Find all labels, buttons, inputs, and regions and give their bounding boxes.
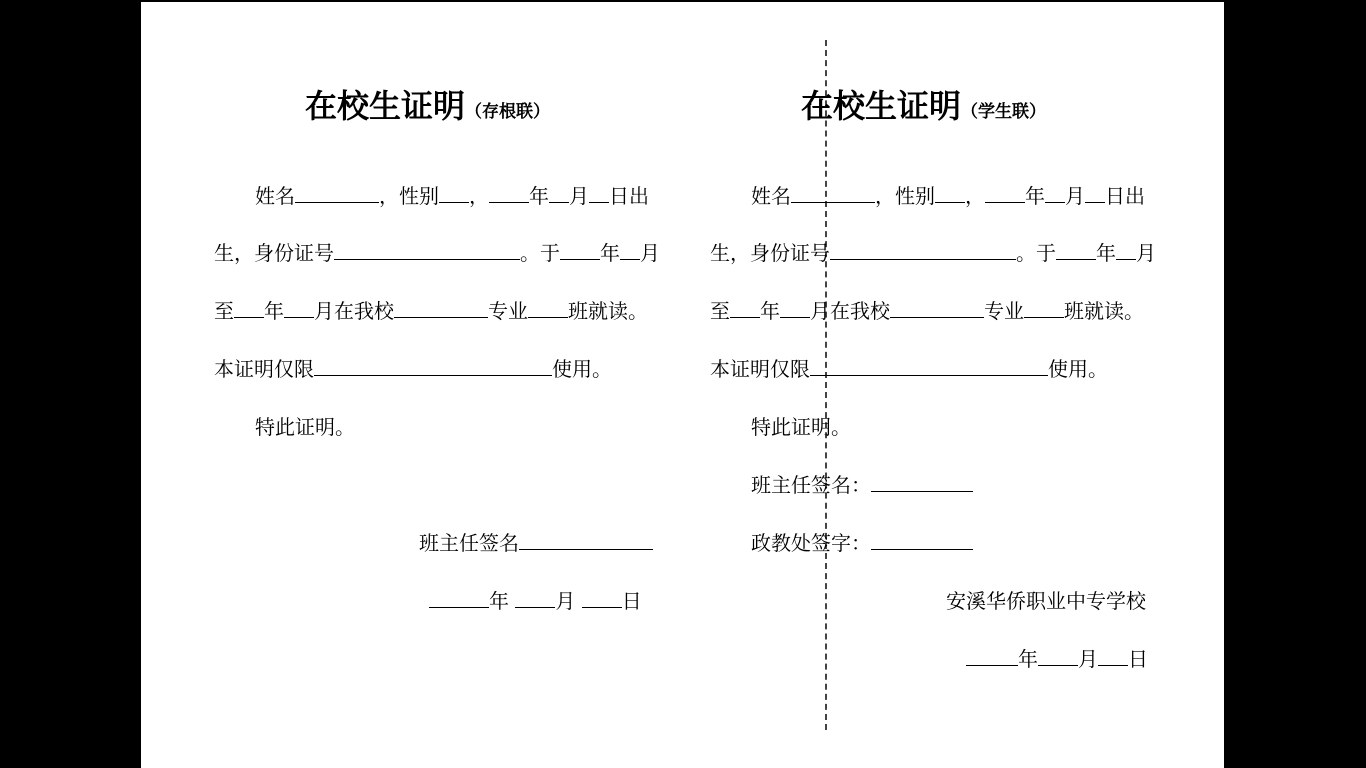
left-class-blank[interactable] — [528, 297, 568, 318]
right-hereby-certify: 特此证明。 — [751, 415, 851, 439]
right-birth-year-blank[interactable] — [985, 182, 1025, 203]
right-line-2: 生，身份证号 。于 年 月 — [710, 241, 1156, 265]
right-enroll-year-blank[interactable] — [1056, 239, 1096, 260]
left-hereby-certify: 特此证明。 — [255, 415, 355, 439]
left-subtitle: （存根联） — [465, 102, 551, 122]
right-id-number-blank[interactable] — [830, 239, 1016, 260]
right-school-name: 安溪华侨职业中专学校 — [946, 589, 1146, 613]
right-date-day-blank[interactable] — [1098, 645, 1128, 666]
document-page — [141, 2, 1224, 768]
left-gender-blank[interactable] — [439, 182, 469, 203]
left-date-month-blank[interactable] — [515, 587, 555, 608]
left-date-day-blank[interactable] — [582, 587, 622, 608]
left-teacher-signature-blank[interactable] — [519, 529, 653, 550]
left-name-blank[interactable] — [295, 182, 379, 203]
right-major-blank[interactable] — [890, 297, 984, 318]
left-id-number-blank[interactable] — [334, 239, 520, 260]
left-until-month-blank[interactable] — [284, 297, 314, 318]
left-purpose-blank[interactable] — [314, 355, 552, 376]
right-date: 年 月 日 — [966, 645, 1148, 673]
left-enroll-month-blank[interactable] — [620, 239, 640, 260]
right-until-month-blank[interactable] — [780, 297, 810, 318]
left-line-3: 至 年 月在我校 专业 班就读。 — [214, 299, 648, 323]
left-major-blank[interactable] — [394, 297, 488, 318]
right-office-signature: 政教处签字： — [751, 529, 973, 557]
right-gender-blank[interactable] — [935, 182, 965, 203]
right-teacher-signature-blank[interactable] — [871, 471, 973, 492]
left-line-1: 姓名 ，性别 ， 年 月 日出 — [255, 184, 649, 208]
right-subtitle: （学生联） — [961, 102, 1047, 122]
right-enroll-month-blank[interactable] — [1116, 239, 1136, 260]
left-line-2: 生，身份证号 。于 年 月 — [214, 241, 660, 265]
left-enroll-year-blank[interactable] — [560, 239, 600, 260]
left-birth-year-blank[interactable] — [489, 182, 529, 203]
left-until-year-blank[interactable] — [234, 297, 264, 318]
right-teacher-signature: 班主任签名： — [751, 471, 973, 499]
left-date-year-blank[interactable] — [429, 587, 489, 608]
right-office-signature-blank[interactable] — [871, 529, 973, 550]
right-title: 在校生证明（学生联） — [801, 87, 1047, 125]
right-line-3: 至 年 月在我校 专业 班就读。 — [710, 299, 1144, 323]
left-title: 在校生证明（存根联） — [305, 87, 551, 125]
left-date: 年 月 日 — [429, 587, 642, 615]
right-date-year-blank[interactable] — [966, 645, 1018, 666]
right-birth-day-blank[interactable] — [1085, 182, 1105, 203]
left-birth-day-blank[interactable] — [589, 182, 609, 203]
right-date-month-blank[interactable] — [1038, 645, 1078, 666]
left-birth-month-blank[interactable] — [549, 182, 569, 203]
right-line-4: 本证明仅限 使用。 — [710, 357, 1108, 381]
right-line-1: 姓名 ，性别 ， 年 月 日出 — [751, 184, 1145, 208]
left-line-4: 本证明仅限 使用。 — [214, 357, 612, 381]
right-name-blank[interactable] — [791, 182, 875, 203]
tear-line — [825, 40, 827, 730]
right-birth-month-blank[interactable] — [1045, 182, 1065, 203]
left-teacher-signature: 班主任签名 — [419, 529, 653, 557]
right-until-year-blank[interactable] — [730, 297, 760, 318]
right-class-blank[interactable] — [1024, 297, 1064, 318]
right-purpose-blank[interactable] — [810, 355, 1048, 376]
